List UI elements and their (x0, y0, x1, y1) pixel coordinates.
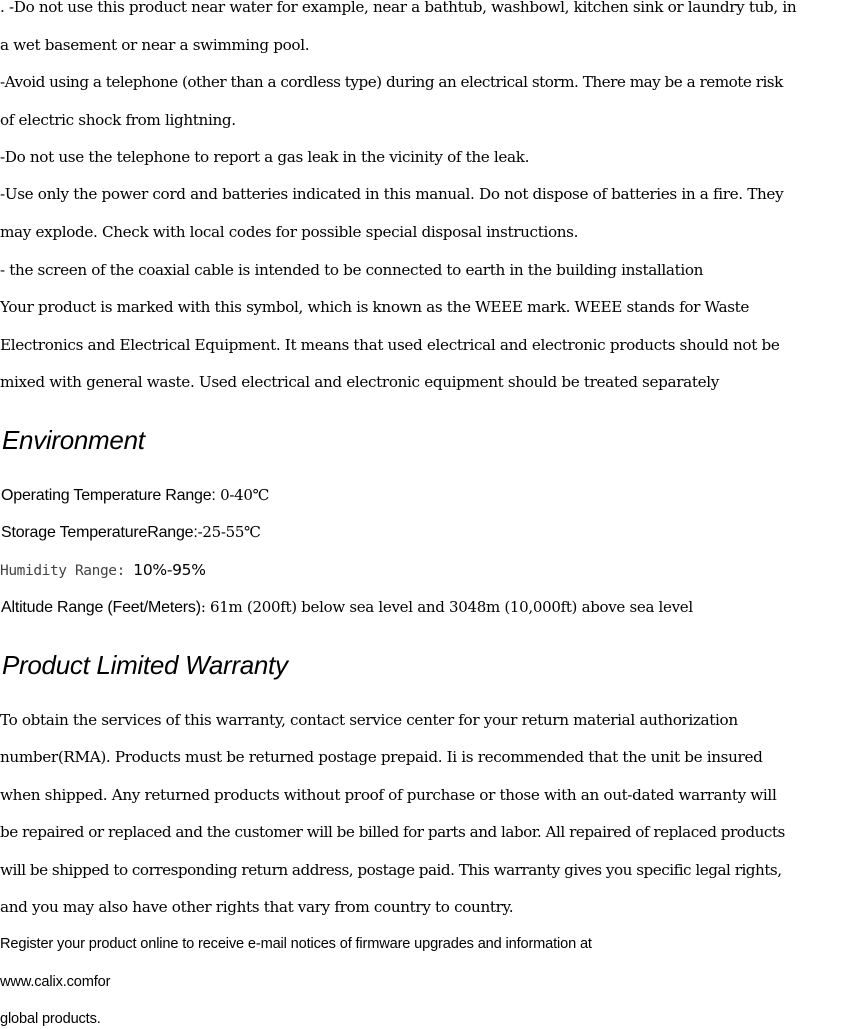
safety-line: -Do not use the telephone to report a gas leak in the vicinity of the leak. (0, 148, 530, 166)
warranty-line: number(RMA). Products must be returned postage prepaid. Ii is recommended that the unit be insured (0, 748, 763, 766)
weee-line: Your product is marked with this symbol, which is known as the WEEE mark. WEEE stands for Waste (0, 298, 750, 316)
safety-line: - the screen of the coaxial cable is intended to be connected to earth in the building installation (0, 261, 704, 279)
warranty-line: be repaired or replaced and the customer will be billed for parts and labor. All repaired of replaced products (0, 823, 785, 841)
storage-temperature-row (1, 522, 261, 543)
warranty-line: To obtain the services of this warranty, contact service center for your return material authorization (0, 711, 738, 729)
safety-line: -Use only the power cord and batteries indicated in this manual. Do not dispose of batteries in a fire. They (0, 185, 784, 203)
safety-line: a wet basement or near a swimming pool. (0, 36, 310, 54)
altitude-value: : 61m (200ft) below sea level and 3048m (10,000ft) above sea level (200, 598, 693, 616)
storage-temperature-value: -25-55℃ (197, 523, 261, 541)
operating-temperature-label: Operating Temperature Range: (1, 487, 216, 504)
weee-line: Electronics and Electrical Equipment. It means that used electrical and electronic products should not be (0, 336, 780, 354)
warranty-heading: Product Limited Warranty (2, 650, 288, 680)
register-url-line: www.calix.comfor (0, 974, 111, 990)
register-line: Register your product online to receive e-mail notices of firmware upgrades and information at (0, 936, 592, 952)
safety-line: -Avoid using a telephone (other than a cordless type) during an electrical storm. There may be a remote risk (0, 73, 783, 91)
warranty-line: and you may also have other rights that vary from country to country. (0, 898, 514, 916)
warranty-line: when shipped. Any returned products without proof of purchase or those with an out-dated warranty will (0, 786, 777, 804)
register-line: global products. (0, 1011, 101, 1027)
weee-line: mixed with general waste. Used electrical and electronic equipment should be treated separately (0, 373, 719, 391)
humidity-value: 10%-95% (133, 561, 206, 579)
humidity-label: Humidity Range: (0, 563, 134, 579)
humidity-row (0, 560, 206, 581)
altitude-label: Altitude Range (Feet/Meters) (1, 599, 201, 616)
operating-temperature-row (1, 485, 269, 506)
safety-line: may explode. Check with local codes for possible special disposal instructions. (0, 223, 579, 241)
warranty-line: will be shipped to corresponding return address, postage paid. This warranty gives you specific legal rights, (0, 861, 782, 879)
safety-line: . -Do not use this product near water for example, near a bathtub, washbowl, kitchen sink or laundry tub, in (0, 0, 797, 16)
environment-heading: Environment (2, 425, 145, 455)
storage-temperature-label: Storage TemperatureRange: (1, 524, 198, 541)
altitude-row (1, 597, 693, 618)
operating-temperature-value: 0-40℃ (215, 486, 270, 504)
safety-line: of electric shock from lightning. (0, 111, 236, 129)
